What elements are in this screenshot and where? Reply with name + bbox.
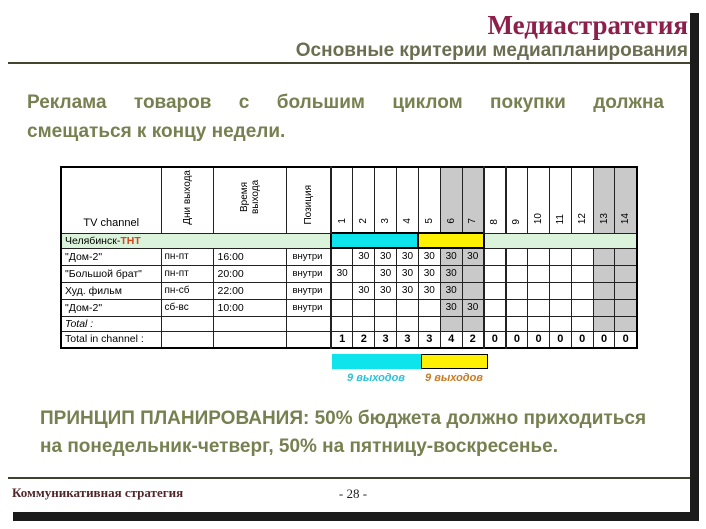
day-number: 4 xyxy=(401,218,413,224)
program-name: "Дом-2" xyxy=(61,248,161,265)
day-number: 8 xyxy=(489,218,501,225)
spot-cell-day-10 xyxy=(528,282,550,299)
spot-cell-day-14 xyxy=(615,265,637,282)
spot-cell-day-7: 30 xyxy=(462,248,484,265)
empty-cell xyxy=(161,331,213,348)
day-col-header-1 xyxy=(331,167,353,233)
empty-cell xyxy=(213,331,286,348)
spot-cell-day-8 xyxy=(484,265,506,282)
slide-shadow-right xyxy=(690,13,699,521)
program-row-dom2-1000 xyxy=(61,299,637,316)
program-time: 22:00 xyxy=(213,282,286,299)
day-col-header-3 xyxy=(375,167,397,233)
program-days: сб-вс xyxy=(161,299,213,316)
spot-cell-day-1 xyxy=(331,248,353,265)
fri-sun-legend-bar xyxy=(421,354,488,369)
spot-cell-day-14 xyxy=(615,248,637,265)
day-col-header-7 xyxy=(462,167,484,233)
spot-cell-day-4: 30 xyxy=(397,248,419,265)
day-number: 11 xyxy=(554,214,566,225)
spot-cell-day-9 xyxy=(506,265,528,282)
spot-cell-day-12 xyxy=(571,265,593,282)
day-number: 1 xyxy=(336,218,348,224)
program-days: пн-пт xyxy=(161,265,213,282)
total-in-channel-day-6: 4 xyxy=(440,331,462,348)
total-in-channel-row xyxy=(61,331,637,348)
total-in-channel-day-12: 0 xyxy=(571,331,593,348)
day-number: 6 xyxy=(445,218,457,224)
total-cell-day-12 xyxy=(571,316,593,331)
total-in-channel-day-3: 3 xyxy=(375,331,397,348)
spot-cell-day-8 xyxy=(484,299,506,316)
total-cell-day-11 xyxy=(549,316,571,331)
total-cell-day-6 xyxy=(440,316,462,331)
intro-line-1: Реклама товаров с большим циклом покупки должна xyxy=(27,92,664,113)
day-number: 10 xyxy=(533,213,545,225)
total-in-channel-day-10: 0 xyxy=(528,331,550,348)
spot-cell-day-9 xyxy=(506,299,528,316)
program-position: внутри xyxy=(286,299,331,316)
channel-name-cell xyxy=(61,233,331,248)
spot-cell-day-8 xyxy=(484,248,506,265)
spot-cell-day-4 xyxy=(397,299,419,316)
spot-cell-day-5: 30 xyxy=(418,265,440,282)
total-in-channel-day-14: 0 xyxy=(615,331,637,348)
media-plan-table-wrap xyxy=(60,166,638,349)
total-in-channel-day-7: 2 xyxy=(462,331,484,348)
day-col-header-2 xyxy=(353,167,375,233)
total-in-channel-day-2: 2 xyxy=(353,331,375,348)
day-number: 13 xyxy=(598,213,610,225)
rest-week-green-block xyxy=(484,233,637,248)
total-in-channel-day-11: 0 xyxy=(549,331,571,348)
empty-cell xyxy=(286,316,331,331)
total-cell-day-10 xyxy=(528,316,550,331)
fri-sun-highlight-block xyxy=(418,233,484,248)
spot-cell-day-11 xyxy=(549,265,571,282)
day-col-header-11 xyxy=(549,167,571,233)
program-row-hud-film xyxy=(61,282,637,299)
spot-cell-day-2 xyxy=(353,299,375,316)
principle-line-2: на понедельник-четверг, 50% на пятницу-воскресенье. xyxy=(40,436,559,457)
spot-cell-day-6: 30 xyxy=(440,248,462,265)
day-col-header-14 xyxy=(615,167,637,233)
channel-row xyxy=(61,233,637,248)
intro-line-2: смещаться к концу недели. xyxy=(27,121,286,142)
spot-cell-day-11 xyxy=(549,282,571,299)
principle-text xyxy=(40,405,695,461)
empty-cell xyxy=(161,316,213,331)
spot-cell-day-7 xyxy=(462,282,484,299)
day-col-header-12 xyxy=(571,167,593,233)
spot-cell-day-1 xyxy=(331,299,353,316)
page-number: - 28 - xyxy=(338,486,368,501)
total-cell-day-14 xyxy=(615,316,637,331)
total-in-channel-label: Total in channel : xyxy=(61,331,161,348)
spot-cell-day-9 xyxy=(506,282,528,299)
program-name: "Большой брат" xyxy=(61,265,161,282)
spot-cell-day-3: 30 xyxy=(375,265,397,282)
slide-title: Медиастратегия xyxy=(487,10,688,40)
total-cell-day-2 xyxy=(353,316,375,331)
spot-cell-day-3: 30 xyxy=(375,282,397,299)
spot-cell-day-7 xyxy=(462,265,484,282)
spot-cell-day-1 xyxy=(331,282,353,299)
mon-thu-legend-bar xyxy=(332,354,421,369)
mon-thu-legend-label: 9 выходов xyxy=(347,372,405,384)
spot-cell-day-2: 30 xyxy=(353,282,375,299)
table-header-row xyxy=(61,167,637,233)
spot-cell-day-3: 30 xyxy=(375,248,397,265)
total-cell-day-3 xyxy=(375,316,397,331)
program-position: внутри xyxy=(286,265,331,282)
total-cell-day-7 xyxy=(462,316,484,331)
channel-name-black: Челябинск- xyxy=(65,234,121,247)
program-row-bolshoy-brat xyxy=(61,265,637,282)
day-col-header-10 xyxy=(528,167,550,233)
spot-cell-day-5: 30 xyxy=(418,248,440,265)
total-label: Total : xyxy=(61,316,161,331)
slide-shadow-bottom xyxy=(13,512,699,521)
spot-cell-day-4: 30 xyxy=(397,265,419,282)
slide-subtitle: Основные критерии медиапланирования xyxy=(295,40,688,61)
spot-cell-day-4: 30 xyxy=(397,282,419,299)
spot-cell-day-12 xyxy=(571,248,593,265)
day-col-header-5 xyxy=(418,167,440,233)
empty-cell xyxy=(286,331,331,348)
day-col-header-13 xyxy=(593,167,615,233)
program-time: 10:00 xyxy=(213,299,286,316)
spot-cell-day-8 xyxy=(484,282,506,299)
spot-cell-day-10 xyxy=(528,248,550,265)
col-header-days: Дни выхода xyxy=(161,167,213,233)
day-col-header-8 xyxy=(484,167,506,233)
spot-cell-day-13 xyxy=(593,282,615,299)
program-name: "Дом-2" xyxy=(61,299,161,316)
program-days: пн-пт xyxy=(161,248,213,265)
spot-cell-day-12 xyxy=(571,282,593,299)
header-divider xyxy=(8,62,691,64)
footer-divider xyxy=(8,477,690,479)
empty-cell xyxy=(213,316,286,331)
program-position: внутри xyxy=(286,282,331,299)
mon-thu-highlight-block xyxy=(331,233,418,248)
total-in-channel-day-1: 1 xyxy=(331,331,353,348)
spot-cell-day-14 xyxy=(615,282,637,299)
total-cell-day-8 xyxy=(484,316,506,331)
total-in-channel-day-13: 0 xyxy=(593,331,615,348)
total-cell-day-4 xyxy=(397,316,419,331)
day-number: 7 xyxy=(467,218,479,224)
total-cell-day-9 xyxy=(506,316,528,331)
spot-cell-day-7: 30 xyxy=(462,299,484,316)
spot-cell-day-3 xyxy=(375,299,397,316)
program-name: Худ. фильм xyxy=(61,282,161,299)
col-header-time: Время выхода xyxy=(213,167,286,233)
channel-name-red: ТНТ xyxy=(120,234,141,247)
program-time: 20:00 xyxy=(213,265,286,282)
day-number: 14 xyxy=(620,213,632,225)
spot-cell-day-5 xyxy=(418,299,440,316)
program-row-dom2-1600 xyxy=(61,248,637,265)
slide-header xyxy=(0,10,688,62)
spot-cell-day-10 xyxy=(528,299,550,316)
total-cell-day-1 xyxy=(331,316,353,331)
day-col-header-9 xyxy=(506,167,528,233)
spot-cell-day-6: 30 xyxy=(440,265,462,282)
spot-cell-day-6: 30 xyxy=(440,299,462,316)
spot-cell-day-2 xyxy=(353,265,375,282)
program-position: внутри xyxy=(286,248,331,265)
day-col-header-6 xyxy=(440,167,462,233)
spot-cell-day-12 xyxy=(571,299,593,316)
total-row xyxy=(61,316,637,331)
day-number: 9 xyxy=(511,218,523,225)
day-col-header-4 xyxy=(397,167,419,233)
program-days: пн-сб xyxy=(161,282,213,299)
spot-cell-day-9 xyxy=(506,248,528,265)
spot-cell-day-11 xyxy=(549,248,571,265)
intro-text xyxy=(27,88,664,146)
fri-sun-legend-label: 9 выходов xyxy=(425,372,483,384)
total-in-channel-day-8: 0 xyxy=(484,331,506,348)
spot-cell-day-2: 30 xyxy=(353,248,375,265)
col-header-position: Позиция xyxy=(286,167,331,233)
day-number: 12 xyxy=(576,213,588,225)
day-number: 2 xyxy=(358,218,370,224)
program-time: 16:00 xyxy=(213,248,286,265)
total-cell-day-13 xyxy=(593,316,615,331)
spot-cell-day-1: 30 xyxy=(331,265,353,282)
footer-section-title: Коммуникативная стратегия xyxy=(12,485,184,500)
spot-cell-day-13 xyxy=(593,299,615,316)
spot-cell-day-10 xyxy=(528,265,550,282)
spot-cell-day-11 xyxy=(549,299,571,316)
spot-cell-day-13 xyxy=(593,248,615,265)
day-number: 3 xyxy=(380,218,392,224)
spot-cell-day-6: 30 xyxy=(440,282,462,299)
spot-cell-day-5: 30 xyxy=(418,282,440,299)
total-in-channel-day-9: 0 xyxy=(506,331,528,348)
total-cell-day-5 xyxy=(418,316,440,331)
principle-line-1: ПРИНЦИП ПЛАНИРОВАНИЯ: 50% бюджета должно приходиться xyxy=(40,408,647,429)
total-in-channel-day-4: 3 xyxy=(397,331,419,348)
total-in-channel-day-5: 3 xyxy=(418,331,440,348)
media-plan-table xyxy=(60,166,638,349)
spot-cell-day-13 xyxy=(593,265,615,282)
day-number: 5 xyxy=(423,218,435,224)
col-header-tv-channel: TV channel xyxy=(61,167,161,233)
spot-cell-day-14 xyxy=(615,299,637,316)
